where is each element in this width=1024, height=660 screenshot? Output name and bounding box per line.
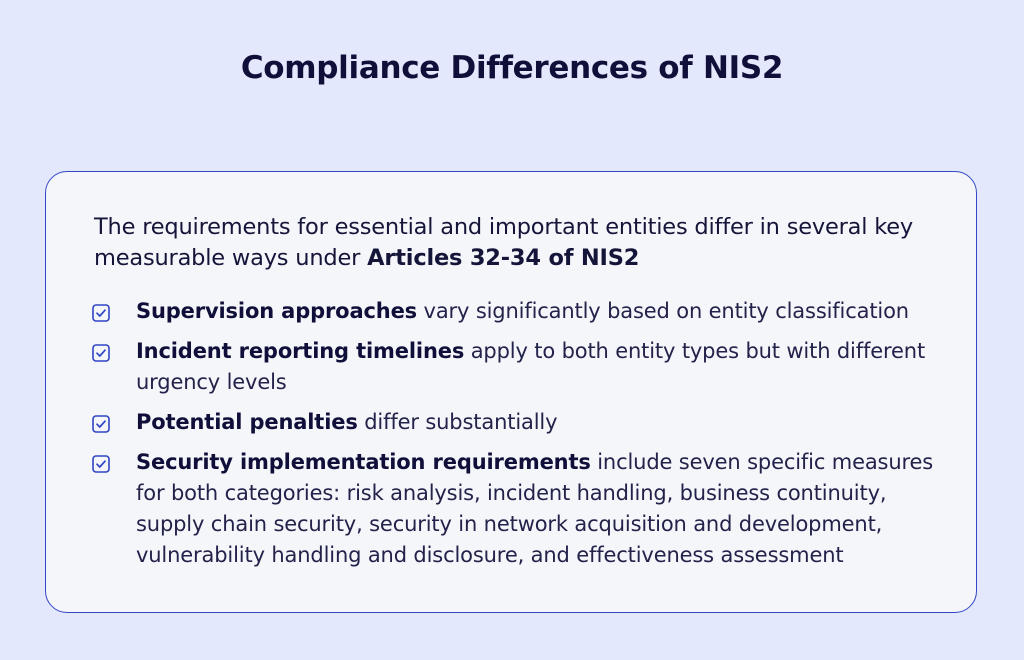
list-item	[92, 296, 942, 327]
requirements-list	[92, 296, 942, 580]
checkbox-checked-icon	[92, 344, 110, 362]
checkbox-checked-icon	[92, 415, 110, 433]
list-item	[92, 336, 942, 398]
item-bold: Incident reporting timelines	[136, 339, 465, 363]
list-item	[92, 407, 942, 438]
checkbox-checked-icon	[92, 304, 110, 322]
item-text: vary significantly based on entity classification	[417, 299, 909, 323]
intro-text: The requirements for essential and important entities differ in several key measurable ways under	[94, 214, 914, 271]
item-bold: Security implementation requirements	[136, 450, 591, 474]
page-title: Compliance Differences of NIS2	[240, 50, 784, 86]
intro-bold: Articles 32-34 of NIS2	[367, 245, 640, 271]
item-bold: Supervision approaches	[136, 299, 418, 323]
item-text: differ substantially	[357, 410, 558, 434]
intro-paragraph	[94, 212, 934, 274]
checkbox-checked-icon	[92, 455, 110, 473]
item-text: include seven specific measures for both categories: risk analysis, incident handling, business continuity, supply chain security, security in network acquisition and development, vulnerability handling and disclosure, and effectiveness assessment	[136, 450, 934, 567]
content-card	[45, 171, 977, 613]
item-text: apply to both entity types but with different urgency levels	[136, 339, 926, 394]
item-bold: Potential penalties	[136, 410, 358, 434]
list-item	[92, 447, 942, 571]
